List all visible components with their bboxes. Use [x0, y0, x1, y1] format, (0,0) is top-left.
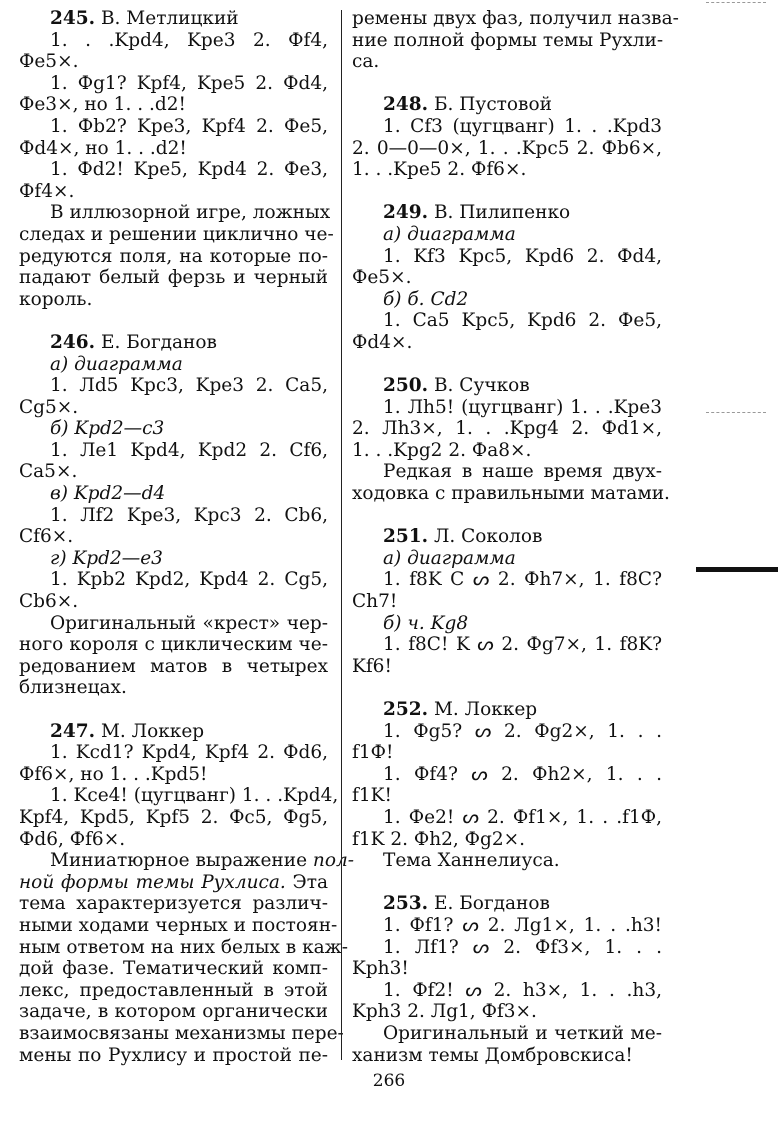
solution-line: f1K 2. Фh2, Фg2×.	[352, 828, 526, 850]
comment-line: мены по Рухлису и простой пе-	[19, 1044, 328, 1066]
comment-line: ным ответом на них белых в каж-	[19, 936, 348, 958]
solution-line: 1. Фe2! ᔕ 2. Фf1×, 1. . .f1Ф,	[383, 806, 662, 828]
comment-line: ного короля с циклическим че-	[19, 634, 328, 656]
solution-line: 1. . .Kpe5 2. Фf6×.	[352, 159, 527, 181]
solution-line: Kph3 2. Лg1, Фf3×.	[352, 1001, 537, 1023]
scan-edge-bar	[696, 567, 778, 572]
comment-line: редуются поля, на которые по-	[19, 245, 328, 267]
solution-line: Ca5×.	[19, 461, 78, 483]
solution-line: Фe3×, но 1. . .d2!	[19, 94, 186, 116]
comment-line: король.	[19, 288, 93, 310]
solution-line: Kf6!	[352, 655, 392, 677]
twin-label: б) Kpd2—c3	[50, 418, 165, 440]
solution-line: Фe5×.	[19, 51, 79, 73]
scan-edge-mark	[706, 2, 766, 3]
solution-line: 1. Фg1? Kpf4, Kpe5 2. Фd4,	[50, 72, 328, 94]
comment-line: ными ходами черных и постоян-	[19, 914, 338, 936]
problem-245-header: 245. В. Метлицкий	[50, 8, 239, 29]
solution-line: f1Ф!	[352, 742, 394, 764]
right-column	[352, 8, 679, 1066]
solution-line: 1. Лf2 Kpe3, Kpc3 2. Cb6,	[50, 504, 328, 526]
solution-line: Cb6×.	[19, 591, 79, 613]
comment-line: дой фазе. Тематический комп-	[19, 958, 328, 980]
solution-line: 1. Cf3 (цугцванг) 1. . .Kpd3	[383, 115, 662, 137]
problem-252-header: 252. М. Локкер	[383, 699, 538, 720]
twin-label: в) Kpd2—d4	[50, 483, 166, 505]
solution-line: 2. 0—0—0×, 1. . .Kpc5 2. Фb6×,	[352, 137, 662, 159]
solution-line: Фf6×, но 1. . .Kpd5!	[19, 763, 208, 785]
comment-line: следах и решении циклично че-	[19, 223, 334, 245]
solution-line: 2. Лh3×, 1. . .Kpg4 2. Фd1×,	[352, 418, 662, 440]
solution-line: 1. Лe1 Kpd4, Kpd2 2. Cf6,	[50, 439, 328, 461]
solution-line: 1. Kcd1? Kpd4, Kpf4 2. Фd6,	[50, 742, 328, 764]
solution-line: 1. . .Kpg2 2. Фa8×.	[352, 439, 532, 461]
problem-253-header: 253. Е. Богданов	[383, 893, 550, 915]
solution-line: 1. f8K C ᔕ 2. Фh7×, 1. f8C?	[383, 569, 662, 591]
scan-edge-mark	[706, 412, 766, 413]
comment-line: близнецах.	[19, 677, 127, 699]
twin-label: г) Kpd2—e3	[50, 547, 163, 569]
twin-label: б) б. Cd2	[383, 288, 469, 310]
comment-line: Редкая в наше время двух-	[383, 461, 662, 483]
solution-line: 1. Фf1? ᔕ 2. Лg1×, 1. . .h3!	[383, 914, 662, 936]
solution-line: 1. Фf2! ᔕ 2. h3×, 1. . .h3,	[383, 979, 662, 1001]
problem-247-header: 247. М. Локкер	[50, 720, 205, 742]
solution-line: Фf4×.	[19, 180, 75, 202]
twin-label: а) диаграмма	[383, 223, 516, 245]
comment-line: Оригинальный «крест» чер-	[50, 612, 328, 634]
comment-line: Тема Ханнелиуса.	[383, 850, 560, 872]
solution-line: f1K!	[352, 785, 392, 807]
solution-line: 1. f8C! K ᔕ 2. Фg7×, 1. f8K?	[383, 634, 662, 656]
twin-label: а) диаграмма	[383, 547, 516, 569]
solution-line: Kph3!	[352, 958, 409, 980]
comment-line: редованием матов в четырех	[19, 655, 328, 677]
twin-label: б) ч. Kg8	[383, 612, 469, 634]
solution-line: Фe5×.	[352, 267, 412, 289]
problem-248-header: 248. Б. Пустовой	[383, 94, 552, 116]
solution-line: Kpf4, Kpd5, Kpf5 2. Фc5, Фg5,	[19, 806, 328, 828]
solution-line: 1. Фg5? ᔕ 2. Фg2×, 1. . .	[383, 720, 662, 742]
problem-251-header: 251. Л. Соколов	[383, 526, 543, 548]
comment-line: В иллюзорной игре, ложных	[50, 202, 331, 224]
solution-line: 1. . .Kpd4, Kpe3 2. Фf4,	[50, 29, 328, 51]
solution-line: 1. Фd2! Kpe5, Kpd4 2. Фe3,	[50, 159, 328, 181]
solution-line: Cg5×.	[19, 396, 79, 418]
comment-line: са.	[352, 51, 380, 73]
comment-line: взаимосвязаны механизмы пере-	[19, 1022, 344, 1044]
solution-line: 1. Kf3 Kpc5, Kpd6 2. Фd4,	[383, 245, 662, 267]
problem-250-header: 250. В. Сучков	[383, 375, 530, 397]
solution-line: 1. Фf4? ᔕ 2. Фh2×, 1. . .	[383, 763, 662, 785]
comment-line: тема характеризуется различ-	[19, 893, 328, 915]
comment-line: ханизм темы Домбровскиса!	[352, 1044, 633, 1066]
solution-line: Ch7!	[352, 591, 398, 613]
solution-line: 1. Ca5 Kpc5, Kpd6 2. Фe5,	[383, 310, 662, 332]
problem-249-header: 249. В. Пилипенко	[383, 202, 571, 224]
comment-line: ходовка с правильными матами.	[352, 483, 670, 505]
column-divider	[341, 10, 342, 1060]
page-number: 266	[372, 1071, 406, 1091]
comment-line: Оригинальный и четкий ме-	[383, 1022, 662, 1044]
comment-line: Миниатюрное выражение пол-	[50, 850, 355, 872]
left-column	[19, 8, 355, 1066]
solution-line: Фd6, Фf6×.	[19, 828, 126, 850]
problem-246-header: 246. Е. Богданов	[50, 331, 217, 353]
comment-line: ние полной формы темы Рухли-	[352, 29, 664, 51]
comment-line: задаче, в котором органически	[19, 1001, 328, 1023]
comment-line: ремены двух фаз, получил назва-	[352, 8, 679, 29]
solution-line: 1. Фb2? Kpe3, Kpf4 2. Фe5,	[50, 115, 328, 137]
solution-line: 1. Kpb2 Kpd2, Kpd4 2. Cg5,	[50, 569, 328, 591]
solution-line: Фd4×.	[352, 331, 413, 353]
solution-line: 1. Лf1? ᔕ 2. Фf3×, 1. . .	[383, 936, 662, 958]
solution-line: Фd4×, но 1. . .d2!	[19, 137, 187, 159]
solution-line: 1. Лh5! (цугцванг) 1. . .Kpe3	[383, 396, 662, 418]
solution-line: Cf6×.	[19, 526, 74, 548]
comment-line: падают белый ферзь и черный	[19, 267, 328, 289]
twin-label: а) диаграмма	[50, 353, 183, 375]
solution-line: 1. Лd5 Kpc3, Kpe3 2. Ca5,	[50, 375, 328, 397]
comment-line: лекс, предоставленный в этой	[19, 979, 328, 1001]
comment-line: ной формы темы Рухлиса. Эта	[19, 871, 328, 893]
solution-line: 1. Kce4! (цугцванг) 1. . .Kpd4,	[50, 785, 339, 807]
